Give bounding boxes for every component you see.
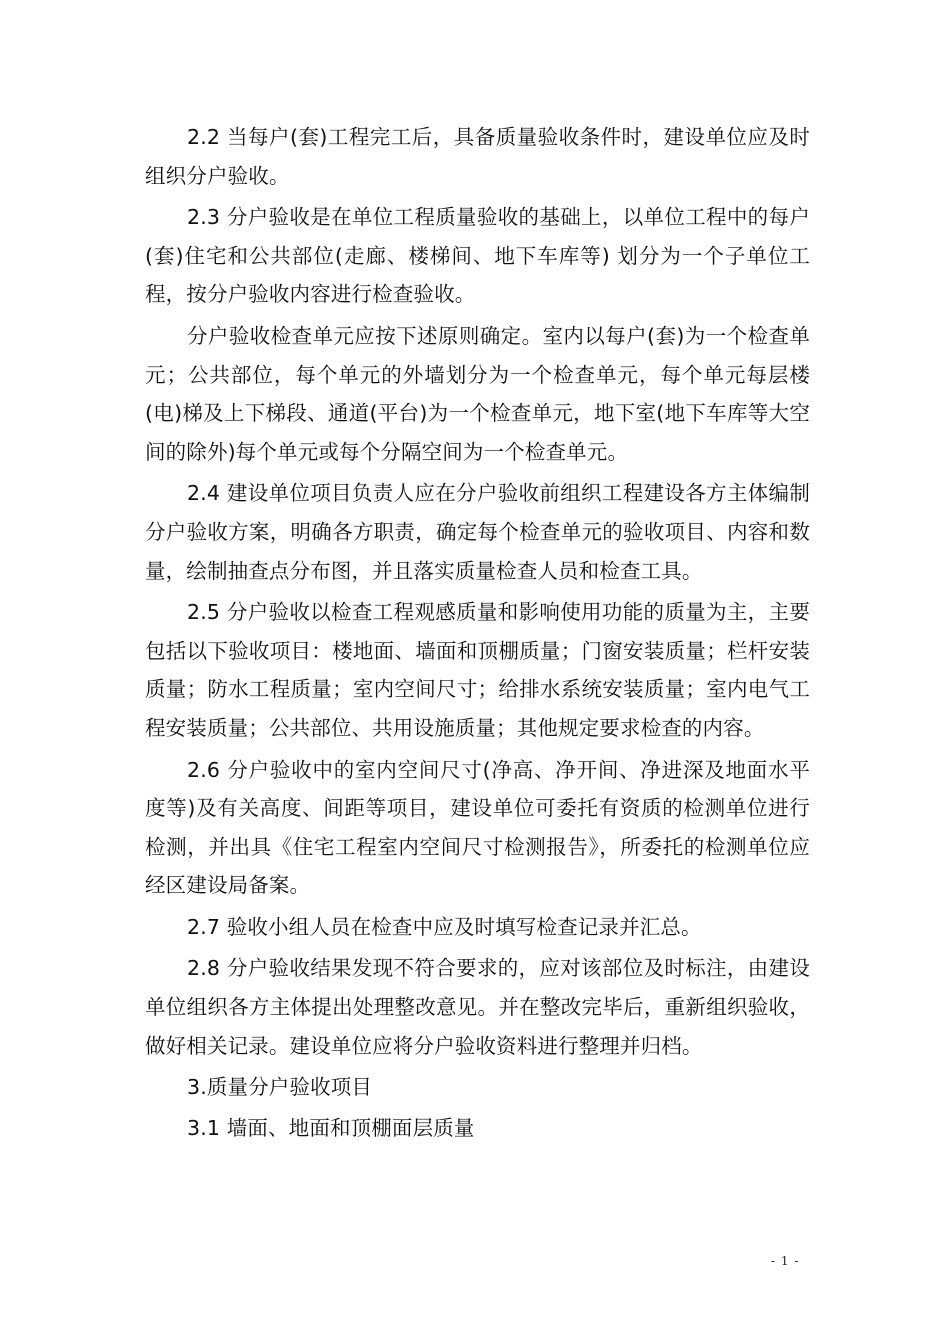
subsection-heading-3-1: 3.1 墙面、地面和顶棚面层质量 [187,1115,475,1140]
paragraph-2-5: 2.5 分户验收以检查工程观感质量和影响使用功能的质量为主，主要包括以下验收项目：楼地面、墙面和顶棚质量；门窗安装质量；栏杆安装质量；防水工程质量；室内空间尺寸；给排水系统安装质量；室内电气工程安装质量；公共部位、共用设施质量；其他规定要求检查的内容。 [145,600,810,740]
section-heading-3: 3.质量分户验收项目 [187,1075,373,1100]
paragraph-inspection-unit-principles: 分户验收检查单元应按下述原则确定。室内以每户(套)为一个检查单元；公共部位，每个单元的外墙划分为一个检查单元，每个单元每层楼(电)梯及上下梯段、通道(平台)为一个检查单元，地下室(地下车库等大空间的除外)每个单元或每个分隔空间为一个检查单元。 [145,323,810,464]
paragraph-2-8: 2.8 分户验收结果发现不符合要求的，应对该部位及时标注，由建设单位组织各方主体提出处理整改意见。并在整改完毕后，重新组织验收，做好相关记录。建设单位应将分户验收资料进行整理并归档。 [145,956,810,1058]
paragraph-2-3: 2.3 分户验收是在单位工程质量验收的基础上，以单位工程中的每户(套)住宅和公共部位(走廊、楼梯间、地下车库等) 划分为一个子单位工程，按分户验收内容进行检查验收。 [145,205,810,307]
document-body [145,118,810,1149]
paragraph-2-7: 2.7 验收小组人员在检查中应及时填写检查记录并汇总。 [187,914,702,939]
paragraph-2-6: 2.6 分户验收中的室内空间尺寸(净高、净开间、净进深及地面水平度等)及有关高度、间距等项目，建设单位可委托有资质的检测单位进行检测，并出具《住宅工程室内空间尺寸检测报告》，所委托的检测单位应经区建设局备案。 [145,757,810,898]
paragraph-2-2: 2.2 当每户(套)工程完工后，具备质量验收条件时，建设单位应及时组织分户验收。 [145,125,810,188]
page-number: - 1 - [771,1254,800,1268]
paragraph-2-4: 2.4 建设单位项目负责人应在分户验收前组织工程建设各方主体编制分户验收方案，明确各方职责，确定每个检查单元的验收项目、内容和数量，绘制抽查点分布图，并且落实质量检查人员和检查工具。 [145,481,810,583]
